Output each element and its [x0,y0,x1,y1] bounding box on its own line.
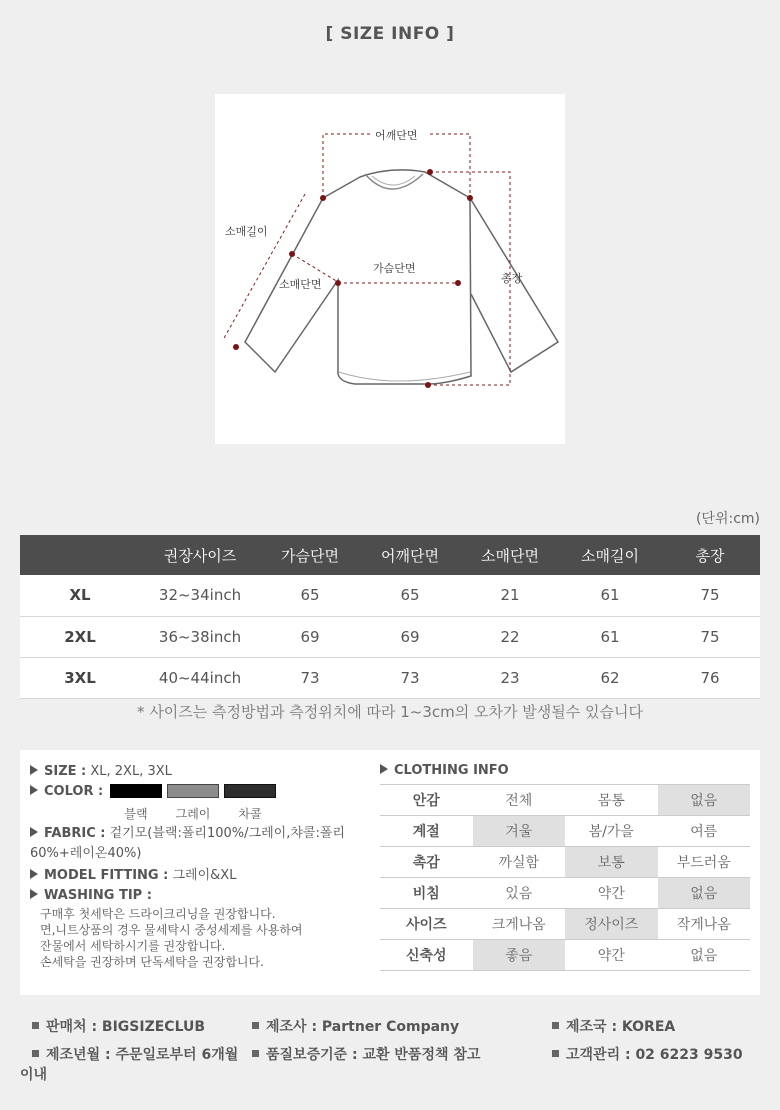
clothing-info-key: 사이즈 [380,909,473,940]
table-cell: 75 [660,575,760,616]
footer-cs: 고객관리 : 02 6223 9530 [540,1044,743,1064]
table-cell: 69 [260,616,360,657]
clothing-info-option: 크게나옴 [473,909,566,940]
square-bullet-icon [32,1022,39,1029]
clothing-info-key: 비침 [380,878,473,909]
table-cell: 73 [360,657,460,698]
header-sleeve-length: 소매길이 [560,535,660,575]
footer-warranty: 품질보증기준 : 교환 반품정책 참고 [240,1044,480,1064]
triangle-bullet-icon [30,785,38,795]
clothing-info-option: 까실함 [473,847,566,878]
shirt-right-sleeve [470,198,558,372]
clothing-info [380,762,750,971]
washing-tip-2: 면,니트상품의 경우 물세탁시 중성세제를 사용하여 [40,923,303,937]
size-name: XL [20,575,140,616]
header-recommended: 권장사이즈 [140,535,260,575]
label-shoulder: 어깨단면 [375,129,418,142]
square-bullet-icon [32,1050,39,1057]
table-row [20,616,760,657]
size-table-header [20,535,760,575]
clothing-info-option: 전체 [473,785,566,816]
clothing-info-option: 좋음 [473,940,566,971]
point-top [427,169,433,175]
clothing-info-option: 없음 [658,940,751,971]
clothing-info-row [380,940,750,971]
washing-line: WASHING TIP : [30,886,380,906]
washing-tip-1: 구매후 첫세탁은 드라이크리닝을 권장합니다. [40,907,276,921]
page-title: [ SIZE INFO ] [325,24,455,44]
table-cell: 36~38inch [140,616,260,657]
footer-seller: 판매처 : BIGSIZECLUB [20,1016,205,1036]
size-name: 3XL [20,657,140,698]
square-bullet-icon [552,1022,559,1029]
product-details [30,762,380,970]
label-total-length: 총장 [501,272,523,285]
color-line: COLOR : 블랙 그레이 차콜 [30,782,380,822]
washing-tip-3: 잔물에서 세탁하시기를 권장합니다. [40,939,226,953]
size-name: 2XL [20,616,140,657]
clothing-info-row [380,847,750,878]
size-line: SIZE : XL, 2XL, 3XL [30,762,380,782]
table-cell: 69 [360,616,460,657]
clothing-info-option: 보통 [565,847,658,878]
fabric-line: FABRIC : 겉기모(블랙:폴리100%/그레이,챠콜:폴리 [30,824,380,844]
footer-maker: 제조사 : Partner Company [240,1016,459,1036]
table-row [20,575,760,616]
clothing-info-option: 작게나옴 [658,909,751,940]
clothing-info-key: 계절 [380,816,473,847]
square-bullet-icon [252,1022,259,1029]
clothing-info-option: 부드러움 [658,847,751,878]
color-name: 차콜 [238,807,262,821]
table-cell: 23 [460,657,560,698]
total-length-line [428,172,510,385]
point-shoulder-left [320,195,326,201]
clothing-info-option: 있음 [473,878,566,909]
fabric-line-2: 60%+레이온40%) [30,846,142,861]
clothing-info-header: CLOTHING INFO [380,762,750,780]
clothing-info-key: 촉감 [380,847,473,878]
clothing-info-key: 신축성 [380,940,473,971]
label-sleeve-width: 소매단면 [279,278,322,291]
table-row [20,657,760,698]
triangle-bullet-icon [30,765,38,775]
table-cell: 61 [560,616,660,657]
header-shoulder: 어깨단면 [360,535,460,575]
shoulder-line-left [323,134,370,198]
header-sleeve-width: 소매단면 [460,535,560,575]
clothing-info-option: 약간 [565,878,658,909]
shoulder-line-right [430,134,470,198]
clothing-info-option: 몸통 [565,785,658,816]
shirt-left-outline [245,170,471,384]
color-swatch-charcoal[interactable] [224,784,276,798]
header-chest: 가슴단면 [260,535,360,575]
point-hem [425,382,431,388]
color-name: 그레이 [175,807,211,821]
header-blank [20,535,140,575]
clothing-info-row [380,878,750,909]
triangle-bullet-icon [30,889,38,899]
triangle-bullet-icon [30,827,38,837]
square-bullet-icon [552,1050,559,1057]
clothing-info-row [380,816,750,847]
table-cell: 21 [460,575,560,616]
square-bullet-icon [252,1050,259,1057]
point-chest-right [455,280,461,286]
clothing-info-option: 약간 [565,940,658,971]
clothing-info-option: 겨울 [473,816,566,847]
table-cell: 75 [660,616,760,657]
size-note: * 사이즈는 측정방법과 측정위치에 따라 1~3cm의 오차가 발생될수 있습니다 [137,703,643,721]
size-table [20,535,760,699]
point-cuff [233,344,239,350]
table-cell: 76 [660,657,760,698]
point-shoulder-right [467,195,473,201]
clothing-info-option: 봄/가을 [565,816,658,847]
clothing-info-option: 없음 [658,785,751,816]
clothing-info-option: 없음 [658,878,751,909]
header-total-length: 총장 [660,535,760,575]
triangle-bullet-icon [380,764,388,774]
size-diagram [215,94,565,444]
sleeve-length-line [223,194,305,340]
footer-date: 제조년월 : 주문일로부터 6개월 [20,1044,238,1064]
sweatshirt-illustration [215,94,565,444]
footer-date-cont: 이내 [20,1067,48,1083]
table-cell: 62 [560,657,660,698]
triangle-bullet-icon [30,869,38,879]
label-chest: 가슴단면 [373,262,416,275]
clothing-info-option: 정사이즈 [565,909,658,940]
table-cell: 22 [460,616,560,657]
clothing-info-option: 여름 [658,816,751,847]
table-cell: 73 [260,657,360,698]
color-swatch-gray[interactable] [167,784,219,798]
clothing-info-row [380,785,750,816]
washing-tip-4: 손세탁을 권장하며 단독세탁을 권장합니다. [40,955,264,969]
color-swatch-black[interactable] [110,784,162,798]
clothing-info-key: 안감 [380,785,473,816]
table-cell: 61 [560,575,660,616]
color-name: 블랙 [124,807,148,821]
table-cell: 32~34inch [140,575,260,616]
point-sleeve [289,251,295,257]
point-chest-left [335,280,341,286]
label-sleeve-length: 소매길이 [225,225,268,238]
table-cell: 65 [360,575,460,616]
model-line: MODEL FITTING : 그레이&XL [30,866,380,886]
table-cell: 40~44inch [140,657,260,698]
clothing-info-row [380,909,750,940]
table-cell: 65 [260,575,360,616]
unit-label: (단위:cm) [695,511,760,527]
footer-country: 제조국 : KOREA [540,1016,675,1036]
clothing-info-table [380,784,750,971]
product-info-panel [20,750,760,995]
